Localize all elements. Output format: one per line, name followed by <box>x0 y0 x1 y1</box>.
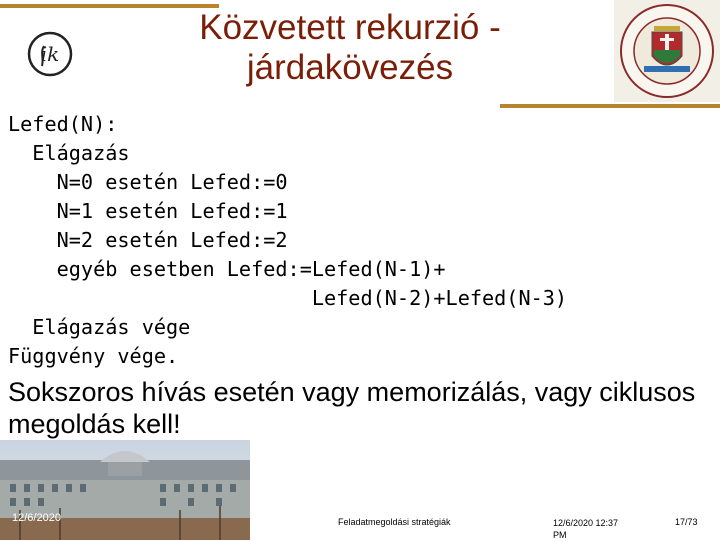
university-seal-icon <box>614 0 720 102</box>
code-line: Függvény vége. <box>8 344 179 368</box>
footer-datetime: 12/6/2020 12:37 PM <box>553 518 619 540</box>
pseudocode-block <box>8 110 567 371</box>
code-line: Elágazás vége <box>8 315 191 339</box>
code-line: N=2 esetén Lefed:=2 <box>8 228 288 252</box>
campus-building-photo <box>0 440 250 540</box>
title-line-2: járdakövezés <box>246 48 454 87</box>
footer-page-number: 17/73 <box>675 517 698 527</box>
code-line: N=1 esetén Lefed:=1 <box>8 199 288 223</box>
code-line: egyéb esetben Lefed:=Lefed(N-1)+ <box>8 257 446 281</box>
footer-course-title: Feladatmegoldási stratégiák <box>338 517 451 527</box>
slide-title <box>140 8 560 88</box>
ik-logo-text: ik <box>40 42 60 66</box>
code-line: Lefed(N-2)+Lefed(N-3) <box>8 286 568 310</box>
code-line: Elágazás <box>8 141 130 165</box>
title-underline-rule <box>500 104 720 108</box>
ik-logo-icon <box>26 30 74 78</box>
code-line: Lefed(N): <box>8 112 118 136</box>
footer-date-left: 12/6/2020 <box>12 512 61 524</box>
code-line: N=0 esetén Lefed:=0 <box>8 170 288 194</box>
note-text: Sokszoros hívás esetén vagy memorizálás, vagy ciklusos megoldás kell! <box>8 377 696 439</box>
title-line-1: Közvetett rekurzió - <box>199 8 501 47</box>
